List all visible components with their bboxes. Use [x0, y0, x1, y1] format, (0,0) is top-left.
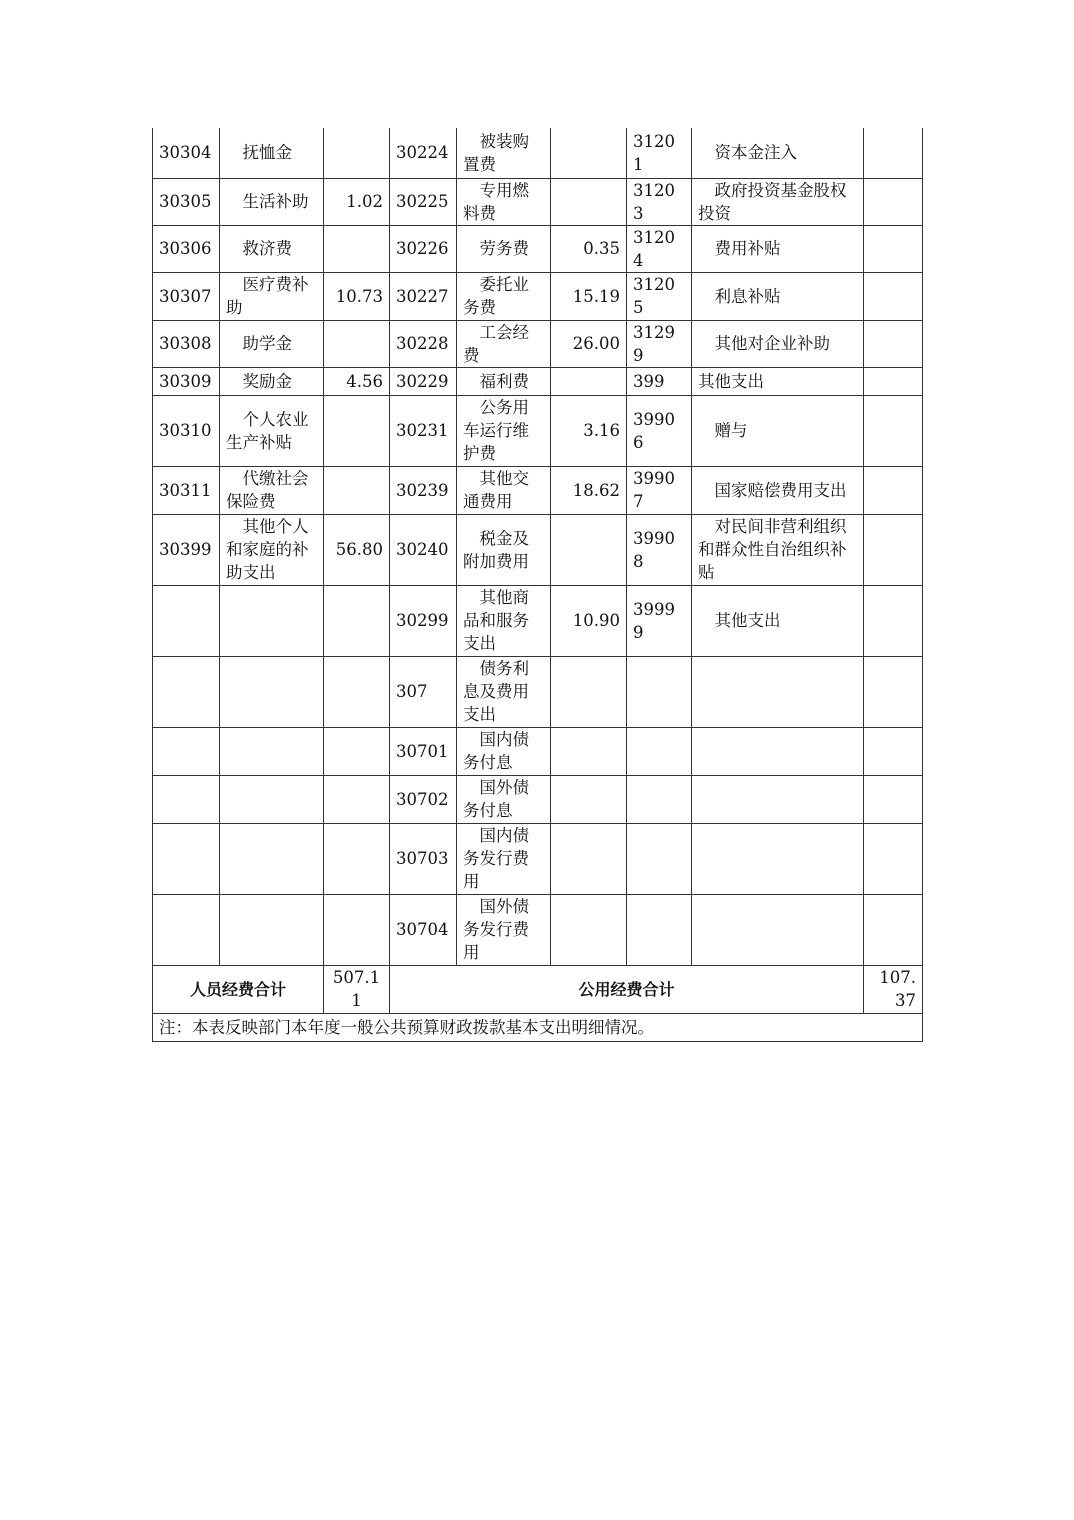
- row-name-public-b: 费用补贴: [692, 225, 864, 272]
- row-code-public-b: [627, 894, 692, 965]
- row-amount-public-a: [551, 656, 627, 727]
- row-amount-public-b: [864, 367, 923, 395]
- row-code-public-a: 30701: [390, 727, 457, 775]
- table-row: [153, 466, 923, 514]
- row-name-public-b: 国家赔偿费用支出: [692, 466, 864, 514]
- row-amount-public-a: 10.90: [551, 585, 627, 656]
- row-name-public-b: [692, 727, 864, 775]
- row-code-public-a: 30231: [390, 395, 457, 466]
- row-name-personnel: 救济费: [220, 225, 324, 272]
- table-row: [153, 656, 923, 727]
- table-row: [153, 225, 923, 272]
- table-row: [153, 894, 923, 965]
- row-amount-public-a: [551, 823, 627, 894]
- row-code-public-b: 31204: [627, 225, 692, 272]
- expenditure-detail-table: [152, 128, 923, 1042]
- row-amount-public-b: [864, 823, 923, 894]
- row-amount-public-a: [551, 178, 627, 225]
- row-code-personnel: 30309: [153, 367, 220, 395]
- row-name-public-a: 福利费: [457, 367, 551, 395]
- row-code-personnel: 30304: [153, 128, 220, 178]
- row-code-public-a: 30239: [390, 466, 457, 514]
- row-amount-public-b: [864, 178, 923, 225]
- row-code-public-b: 31299: [627, 320, 692, 367]
- row-amount-personnel: [324, 823, 390, 894]
- row-amount-personnel: [324, 656, 390, 727]
- row-name-public-b: 利息补贴: [692, 272, 864, 320]
- row-name-public-a: 委托业务费: [457, 272, 551, 320]
- row-name-public-a: 其他商品和服务支出: [457, 585, 551, 656]
- row-code-public-b: 39906: [627, 395, 692, 466]
- row-name-public-b: [692, 823, 864, 894]
- row-code-public-a: 30227: [390, 272, 457, 320]
- row-amount-public-a: 15.19: [551, 272, 627, 320]
- row-amount-public-a: 26.00: [551, 320, 627, 367]
- row-code-personnel: 30308: [153, 320, 220, 367]
- row-name-public-a: 税金及附加费用: [457, 514, 551, 585]
- row-name-public-a: 国内债务付息: [457, 727, 551, 775]
- row-code-public-b: [627, 823, 692, 894]
- row-code-personnel: [153, 775, 220, 823]
- row-name-public-b: 对民间非营利组织和群众性自治组织补贴: [692, 514, 864, 585]
- row-amount-public-b: [864, 727, 923, 775]
- table-row: [153, 514, 923, 585]
- row-name-personnel: 奖励金: [220, 367, 324, 395]
- row-amount-personnel: [324, 585, 390, 656]
- row-amount-public-b: [864, 894, 923, 965]
- row-code-public-b: 31201: [627, 128, 692, 178]
- row-name-personnel: [220, 823, 324, 894]
- personnel-total-label: 人员经费合计: [153, 965, 324, 1013]
- row-code-public-a: 30225: [390, 178, 457, 225]
- public-total-label: 公用经费合计: [390, 965, 864, 1013]
- public-total-value: 107.37: [864, 965, 923, 1013]
- row-name-public-a: 国外债务付息: [457, 775, 551, 823]
- row-name-public-b: 政府投资基金股权投资: [692, 178, 864, 225]
- row-amount-public-a: [551, 367, 627, 395]
- row-code-public-b: 399: [627, 367, 692, 395]
- row-code-public-b: 39999: [627, 585, 692, 656]
- row-amount-public-a: 0.35: [551, 225, 627, 272]
- row-code-personnel: [153, 894, 220, 965]
- row-amount-personnel: 4.56: [324, 367, 390, 395]
- row-amount-public-b: [864, 466, 923, 514]
- row-code-public-a: 30228: [390, 320, 457, 367]
- row-amount-public-b: [864, 272, 923, 320]
- row-amount-public-a: [551, 727, 627, 775]
- row-code-public-a: 30702: [390, 775, 457, 823]
- row-code-personnel: 30306: [153, 225, 220, 272]
- row-code-personnel: [153, 727, 220, 775]
- row-code-personnel: 30311: [153, 466, 220, 514]
- row-name-public-b: [692, 894, 864, 965]
- table-row: [153, 272, 923, 320]
- table-row: [153, 727, 923, 775]
- row-amount-personnel: [324, 225, 390, 272]
- row-name-public-b: [692, 775, 864, 823]
- row-name-public-a: 公务用车运行维护费: [457, 395, 551, 466]
- table-row: [153, 823, 923, 894]
- table-row: [153, 775, 923, 823]
- personnel-total-value: 507.11: [324, 965, 390, 1013]
- table-row: [153, 367, 923, 395]
- row-amount-personnel: 56.80: [324, 514, 390, 585]
- row-name-public-a: 专用燃料费: [457, 178, 551, 225]
- row-name-personnel: 生活补助: [220, 178, 324, 225]
- row-amount-personnel: [324, 466, 390, 514]
- row-amount-public-b: [864, 775, 923, 823]
- note-row: [153, 1013, 923, 1041]
- table-row: [153, 395, 923, 466]
- row-amount-personnel: [324, 128, 390, 178]
- row-name-personnel: [220, 894, 324, 965]
- row-amount-personnel: [324, 727, 390, 775]
- row-code-public-b: 31205: [627, 272, 692, 320]
- row-amount-personnel: [324, 395, 390, 466]
- row-code-public-b: 39907: [627, 466, 692, 514]
- row-name-public-a: 工会经费: [457, 320, 551, 367]
- row-amount-public-b: [864, 514, 923, 585]
- row-name-public-a: 国外债务发行费用: [457, 894, 551, 965]
- row-amount-personnel: [324, 894, 390, 965]
- row-code-public-a: 30224: [390, 128, 457, 178]
- row-code-public-a: 30229: [390, 367, 457, 395]
- row-code-public-a: 30704: [390, 894, 457, 965]
- row-code-personnel: 30399: [153, 514, 220, 585]
- row-name-personnel: 抚恤金: [220, 128, 324, 178]
- row-name-personnel: 医疗费补助: [220, 272, 324, 320]
- row-code-public-b: [627, 727, 692, 775]
- row-name-personnel: 助学金: [220, 320, 324, 367]
- row-name-public-a: 被装购置费: [457, 128, 551, 178]
- row-amount-personnel: [324, 775, 390, 823]
- row-amount-public-b: [864, 225, 923, 272]
- row-amount-public-a: [551, 128, 627, 178]
- totals-row: [153, 965, 923, 1013]
- row-name-public-b: 其他支出: [692, 585, 864, 656]
- row-code-personnel: [153, 585, 220, 656]
- row-name-public-a: 债务利息及费用支出: [457, 656, 551, 727]
- row-name-personnel: 个人农业生产补贴: [220, 395, 324, 466]
- row-name-public-b: [692, 656, 864, 727]
- row-code-public-b: [627, 775, 692, 823]
- row-name-public-b: 其他支出: [692, 367, 864, 395]
- row-amount-personnel: [324, 320, 390, 367]
- row-code-public-b: 31203: [627, 178, 692, 225]
- row-amount-public-b: [864, 320, 923, 367]
- row-name-public-b: 其他对企业补助: [692, 320, 864, 367]
- row-amount-public-a: 18.62: [551, 466, 627, 514]
- row-amount-public-b: [864, 128, 923, 178]
- table-note: 注：本表反映部门本年度一般公共预算财政拨款基本支出明细情况。: [153, 1013, 923, 1041]
- row-name-public-a: 劳务费: [457, 225, 551, 272]
- row-name-personnel: [220, 585, 324, 656]
- row-amount-public-a: [551, 514, 627, 585]
- table-row: [153, 128, 923, 178]
- row-code-public-b: [627, 656, 692, 727]
- row-amount-public-a: 3.16: [551, 395, 627, 466]
- row-name-personnel: 代缴社会保险费: [220, 466, 324, 514]
- row-amount-personnel: 1.02: [324, 178, 390, 225]
- row-name-public-b: 赠与: [692, 395, 864, 466]
- table-row: [153, 320, 923, 367]
- row-amount-public-b: [864, 656, 923, 727]
- row-code-personnel: 30310: [153, 395, 220, 466]
- row-name-personnel: 其他个人和家庭的补助支出: [220, 514, 324, 585]
- row-name-personnel: [220, 656, 324, 727]
- row-amount-public-a: [551, 894, 627, 965]
- row-code-public-a: 30240: [390, 514, 457, 585]
- row-name-public-a: 其他交通费用: [457, 466, 551, 514]
- table-row: [153, 585, 923, 656]
- row-name-personnel: [220, 775, 324, 823]
- table-row: [153, 178, 923, 225]
- row-code-public-a: 307: [390, 656, 457, 727]
- row-name-personnel: [220, 727, 324, 775]
- row-code-personnel: [153, 823, 220, 894]
- row-code-public-a: 30226: [390, 225, 457, 272]
- row-code-public-a: 30703: [390, 823, 457, 894]
- row-code-personnel: 30305: [153, 178, 220, 225]
- row-name-public-b: 资本金注入: [692, 128, 864, 178]
- row-code-public-b: 39908: [627, 514, 692, 585]
- row-amount-public-b: [864, 395, 923, 466]
- row-amount-public-b: [864, 585, 923, 656]
- row-code-public-a: 30299: [390, 585, 457, 656]
- row-name-public-a: 国内债务发行费用: [457, 823, 551, 894]
- row-amount-public-a: [551, 775, 627, 823]
- row-code-personnel: [153, 656, 220, 727]
- row-amount-personnel: 10.73: [324, 272, 390, 320]
- row-code-personnel: 30307: [153, 272, 220, 320]
